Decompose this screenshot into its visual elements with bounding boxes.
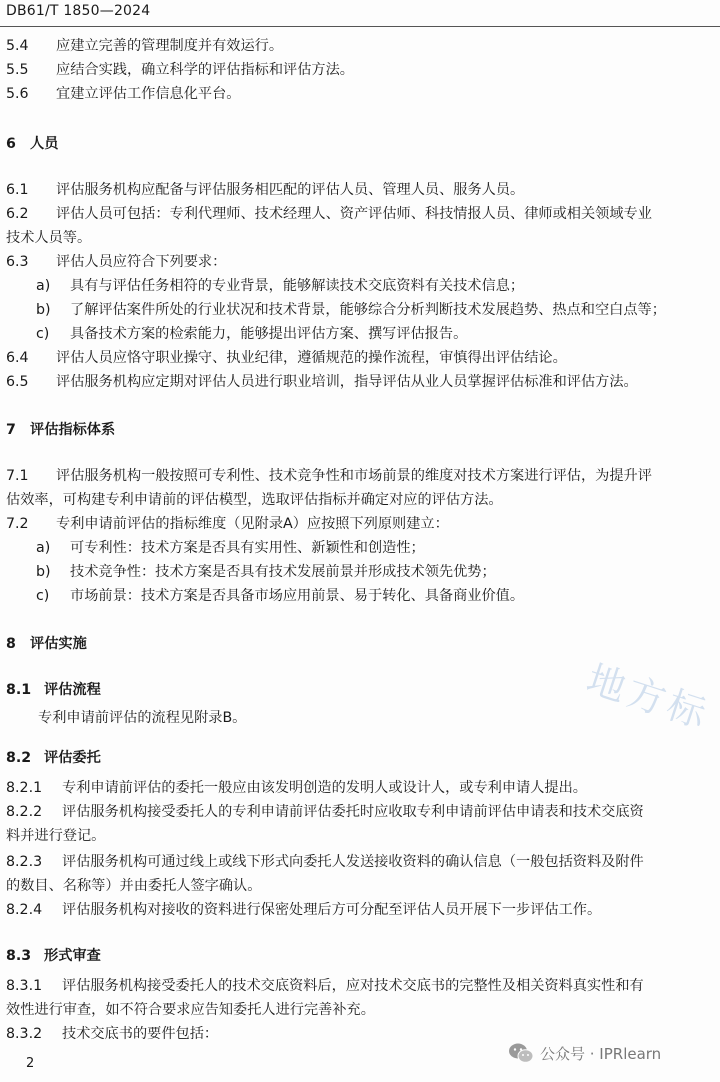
text-line <box>36 300 712 320</box>
clause-number: 8.1 <box>6 682 32 698</box>
clause-number: 8.3.2 <box>6 1026 43 1042</box>
clause-text: 评估服务机构接受委托人的技术交底资料后，应对技术交底书的完整性及相关资料真实性和有 <box>62 978 644 994</box>
clause-text: 人员 <box>30 136 59 152</box>
clause-number: 7.2 <box>6 516 29 532</box>
text-line <box>6 802 712 822</box>
text-line <box>36 276 712 296</box>
clause-text: 技术人员等。 <box>6 230 92 246</box>
clause-number: a) <box>36 278 51 294</box>
text-line <box>6 348 712 368</box>
clause-text: 评估人员应恪守职业操守、执业纪律，遵循规范的操作流程，审慎得出评估结论。 <box>56 350 567 366</box>
header-rule <box>0 26 720 27</box>
clause-number: 6.1 <box>6 182 29 198</box>
section-heading <box>6 748 712 768</box>
clause-text: 具备技术方案的检索能力，能够提出评估方案、撰写评估报告。 <box>70 326 468 342</box>
text-line <box>6 826 712 846</box>
clause-number: 7 <box>6 422 16 438</box>
clause-number: 5.5 <box>6 62 29 78</box>
text-line <box>6 1000 712 1020</box>
clause-number: b) <box>36 564 51 580</box>
clause-number: 8.2.4 <box>6 902 43 918</box>
text-line <box>6 60 712 80</box>
text-line <box>6 180 712 200</box>
text-line <box>6 372 712 392</box>
wechat-icon <box>508 1042 534 1064</box>
clause-text: 评估实施 <box>30 636 87 652</box>
watermark: 地方标 <box>581 656 716 738</box>
clause-text: 料并进行登记。 <box>6 828 106 844</box>
document-id: DB61/T 1850—2024 <box>6 3 151 19</box>
clause-number: 6 <box>6 136 16 152</box>
clause-number: 8 <box>6 636 16 652</box>
text-line <box>36 538 712 558</box>
clause-number: 8.3 <box>6 948 32 964</box>
clause-text: 宜建立评估工作信息化平台。 <box>56 86 241 102</box>
text-line <box>6 228 712 248</box>
clause-text: 评估服务机构应定期对评估人员进行职业培训，指导评估从业人员掌握评估标准和评估方法。 <box>56 374 638 390</box>
section-heading <box>6 420 712 440</box>
text-line <box>6 204 712 224</box>
clause-text: 应结合实践，确立科学的评估指标和评估方法。 <box>56 62 354 78</box>
text-line <box>36 586 712 606</box>
clause-text: 评估服务机构可通过线上或线下形式向委托人发送接收资料的确认信息（一般包括资料及附件 <box>62 854 644 870</box>
clause-text: 的数目、名称等）并由委托人签字确认。 <box>6 878 262 894</box>
clause-text: 技术交底书的要件包括： <box>62 1026 219 1042</box>
clause-text: 专利申请前评估的流程见附录B。 <box>38 710 247 726</box>
clause-number: 8.2.1 <box>6 780 43 796</box>
clause-text: 技术竞争性：技术方案是否具有技术发展前景并形成技术领先优势； <box>70 564 496 580</box>
text-line <box>6 84 712 104</box>
text-line <box>36 562 712 582</box>
clause-text: 评估委托 <box>44 750 101 766</box>
text-line <box>6 514 712 534</box>
clause-number: 6.5 <box>6 374 29 390</box>
clause-text: 可专利性：技术方案是否具有实用性、新颖性和创造性； <box>70 540 425 556</box>
text-line <box>38 708 712 728</box>
brand-text: 公众号 · IPRlearn <box>540 1044 662 1063</box>
clause-text: 具有与评估任务相符的专业背景，能够解读技术交底资料有关技术信息； <box>70 278 525 294</box>
text-line <box>6 252 712 272</box>
clause-text: 评估流程 <box>44 682 101 698</box>
clause-text: 评估服务机构应配备与评估服务相匹配的评估人员、管理人员、服务人员。 <box>56 182 525 198</box>
section-heading <box>6 946 712 966</box>
clause-text: 评估人员可包括：专利代理师、技术经理人、资产评估师、科技情报人员、律师或相关领域专业 <box>56 206 652 222</box>
text-line <box>6 852 712 872</box>
text-line <box>6 490 712 510</box>
clause-text: 评估服务机构一般按照可专利性、技术竞争性和市场前景的维度对技术方案进行评估，为提升评 <box>56 468 652 484</box>
footer-brand <box>508 1040 661 1066</box>
clause-number: c) <box>36 588 50 604</box>
clause-text: 市场前景：技术方案是否具备市场应用前景、易于转化、具备商业价值。 <box>70 588 525 604</box>
text-line <box>6 876 712 896</box>
clause-number: 8.3.1 <box>6 978 43 994</box>
section-heading <box>6 134 712 154</box>
clause-number: b) <box>36 302 51 318</box>
clause-number: a) <box>36 540 51 556</box>
clause-number: c) <box>36 326 50 342</box>
clause-number: 6.3 <box>6 254 29 270</box>
text-line <box>6 976 712 996</box>
clause-text: 估效率，可构建专利申请前的评估模型，选取评估指标并确定对应的评估方法。 <box>6 492 503 508</box>
clause-number: 8.2.3 <box>6 854 43 870</box>
clause-number: 5.4 <box>6 38 29 54</box>
clause-text: 效性进行审查，如不符合要求应告知委托人进行完善补充。 <box>6 1002 375 1018</box>
clause-text: 评估服务机构对接收的资料进行保密处理后方可分配至评估人员开展下一步评估工作。 <box>62 902 602 918</box>
text-line <box>6 466 712 486</box>
text-line <box>6 36 712 56</box>
clause-number: 8.2.2 <box>6 804 43 820</box>
clause-number: 8.2 <box>6 750 32 766</box>
clause-text: 专利申请前评估的委托一般应由该发明创造的发明人或设计人，或专利申请人提出。 <box>62 780 587 796</box>
clause-text: 评估人员应符合下列要求： <box>56 254 227 270</box>
clause-text: 了解评估案件所处的行业状况和技术背景，能够综合分析判断技术发展趋势、热点和空白点等； <box>70 302 666 318</box>
clause-text: 评估指标体系 <box>30 422 116 438</box>
text-line <box>6 900 712 920</box>
page-number: 2 <box>26 1056 35 1071</box>
clause-text: 形式审查 <box>44 948 101 964</box>
clause-number: 6.2 <box>6 206 29 222</box>
clause-text: 应建立完善的管理制度并有效运行。 <box>56 38 284 54</box>
clause-text: 评估服务机构接受委托人的专利申请前评估委托时应收取专利申请前评估申请表和技术交底资 <box>62 804 644 820</box>
clause-number: 6.4 <box>6 350 29 366</box>
clause-number: 5.6 <box>6 86 29 102</box>
clause-number: 7.1 <box>6 468 29 484</box>
text-line <box>36 324 712 344</box>
text-line <box>6 778 712 798</box>
clause-text: 专利申请前评估的指标维度（见附录A）应按照下列原则建立： <box>56 516 449 532</box>
